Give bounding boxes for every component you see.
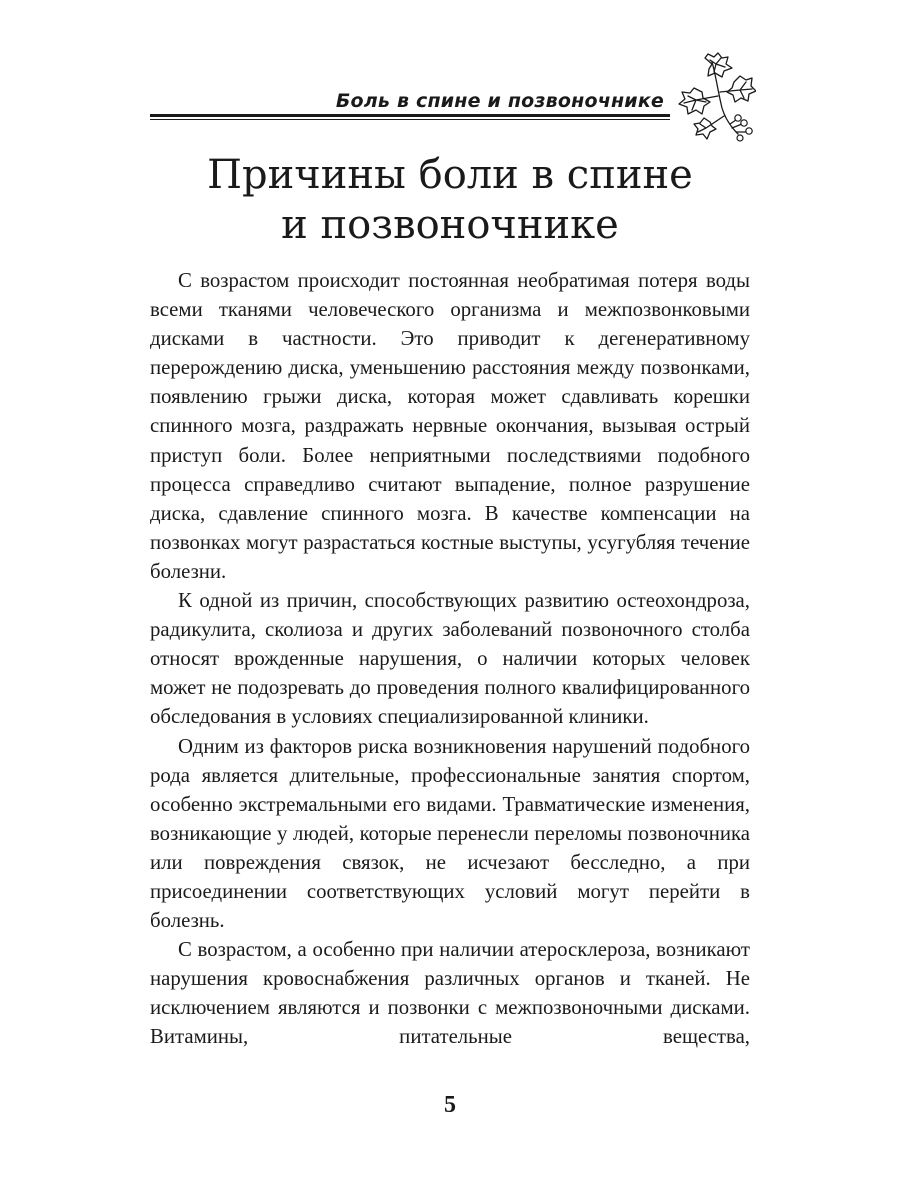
title-line-1: Причины боли в спине	[207, 152, 693, 198]
chapter-title	[150, 150, 750, 250]
body-text	[150, 266, 750, 1052]
paragraph-2: К одной из причин, способствующих развитию остеохондроза, радикулита, сколиоза и других заболеваний позвоночного столба относят врожденные нарушения, о наличии которых человек может не подозревать до проведения полного квалифицированного обследования в условиях специализированной клиники.	[150, 589, 750, 729]
paragraph-1: С возрастом происходит постоянная необратимая потеря воды всеми тканями человеческого организма и межпозвонковыми дисками в частности. Это приводит к дегенеративному перерождению диска, уменьшению расстояния между позвонками, появлению грыжи диска, которая может сдавливать корешки спинного мозга, раздражать нервные окончания, вызывая острый приступ боли. Более неприятными последствиями подобного процесса справедливо считают выпадение, полное разрушение диска, сдавление спинного мозга. В качестве компенсации на позвонках могут разрастаться костные выступы, усугубляя течение болезни.	[150, 269, 750, 583]
running-head-title: Боль в спине и позвоночнике	[335, 90, 664, 112]
header-rule-thin	[150, 119, 670, 120]
page-number: 5	[444, 1092, 456, 1118]
header-rule-thick	[150, 114, 670, 117]
title-line-2: и позвоночнике	[281, 202, 619, 248]
paragraph-4: С возрастом, а особенно при наличии атеросклероза, возникают нарушения кровоснабжения различных органов и тканей. Не исключением являются и позвонки с межпозвоночными дисками. Витамины, питательные вещества,	[150, 938, 750, 1049]
paragraph-3: Одним из факторов риска возникновения нарушений подобного рода является длительные, профессиональные занятия спортом, особенно экстремальными его видами. Травматические изменения, возникающие у людей, которые перенесли переломы позвоночника или повреждения связок, не исчезают бесследно, а при присоединении соответствующих условий могут перейти в болезнь.	[150, 734, 750, 933]
running-head	[150, 82, 670, 122]
currant-branch-icon	[672, 52, 756, 144]
